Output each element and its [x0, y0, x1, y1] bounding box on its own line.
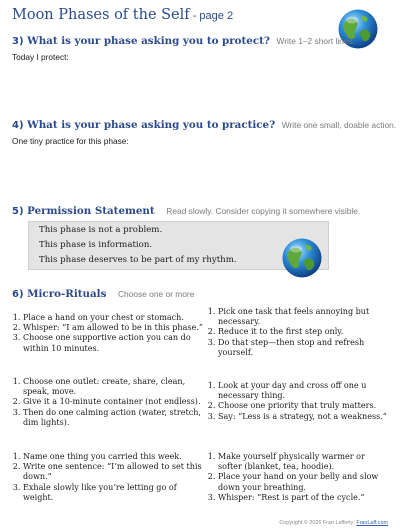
permission-line: This phase deserves to be part of my rhythm. — [39, 255, 237, 265]
section-3-prompt: Today I protect: — [12, 52, 69, 62]
earth-globe-icon — [281, 237, 323, 279]
ritual-step: 3. Choose one supportive action you can do within 10 minutes. — [23, 333, 206, 353]
permission-line: This phase is information. — [39, 240, 153, 250]
page-title — [12, 7, 233, 23]
ritual-step: 2. Choose one priority that truly matters. — [218, 401, 390, 411]
website-link[interactable]: FranLaff.com — [356, 520, 388, 526]
section-4-prompt: One tiny practice for this phase: — [12, 136, 129, 146]
ritual-list — [12, 452, 206, 503]
ritual-step: 2. Place your hand on your belly and slow down your breathing. — [218, 472, 390, 492]
ritual-step: 3. Whisper: “Rest is part of the cycle.” — [218, 493, 390, 503]
section-6-number: 6) — [12, 289, 24, 300]
section-5-number: 5) — [12, 206, 24, 217]
section-6-note: Choose one or more — [117, 289, 195, 299]
ritual-step: 1. Name one thing you carried this week. — [23, 452, 206, 462]
ritual-list — [12, 377, 206, 428]
section-4-heading — [12, 119, 396, 131]
ritual-step: 2. Whisper: “I am allowed to be in this phase.” — [23, 323, 206, 333]
copyright-text: Copyright © 2026 Fran Lafferty: — [279, 520, 357, 526]
section-4-title: What is your phase asking you to practice? — [27, 119, 276, 131]
ritual-step: 3. Do that step—then stop and refresh yourself. — [218, 338, 390, 358]
copyright-footer — [279, 520, 388, 526]
section-5-heading — [12, 205, 360, 217]
section-3-number: 3) — [12, 36, 24, 47]
section-3-heading — [12, 35, 355, 47]
ritual-step: 1. Place a hand on your chest or stomach. — [23, 313, 206, 323]
ritual-list — [207, 381, 390, 422]
page-title-text: Moon Phases of the Self — [12, 7, 190, 23]
ritual-step: 1. Pick one task that feels annoying but necessary. — [218, 307, 390, 327]
section-6-heading — [12, 288, 194, 300]
ritual-list — [207, 307, 390, 358]
page-number-suffix: - page 2 — [189, 10, 234, 22]
ritual-step: 3. Exhale slowly like you’re letting go of weight. — [23, 483, 206, 503]
section-6-title: Micro-Rituals — [27, 288, 107, 300]
permission-line: This phase is not a problem. — [39, 225, 163, 235]
ritual-step: 2. Write one sentence: “I’m allowed to set this down.” — [23, 462, 206, 482]
ritual-step: 1. Choose one outlet: create, share, clean, speak, move. — [23, 377, 206, 397]
ritual-step: 1. Look at your day and cross off one u necessary thing. — [218, 381, 390, 401]
section-3-title: What is your phase asking you to protect? — [27, 35, 270, 47]
section-5-note: Read slowly. Consider copying it somewhere visible. — [166, 206, 361, 216]
section-3-note: Write 1–2 short lines. — [276, 36, 356, 46]
ritual-step: 2. Give it a 10-minute container (not endless). — [23, 397, 206, 407]
section-5-title: Permission Statement — [27, 205, 155, 217]
ritual-list — [207, 452, 390, 503]
ritual-step: 3. Say: “Less is a strategy, not a weakness.” — [218, 412, 390, 422]
ritual-list — [12, 313, 206, 354]
section-4-note: Write one small, doable action. — [281, 120, 397, 130]
ritual-step: 2. Reduce it to the first step only. — [218, 327, 390, 337]
section-4-number: 4) — [12, 120, 24, 131]
ritual-step: 3. Then do one calming action (water, stretch, dim lights). — [23, 408, 206, 428]
ritual-step: 1. Make yourself physically warmer or softer (blanket, tea, hoodie). — [218, 452, 390, 472]
